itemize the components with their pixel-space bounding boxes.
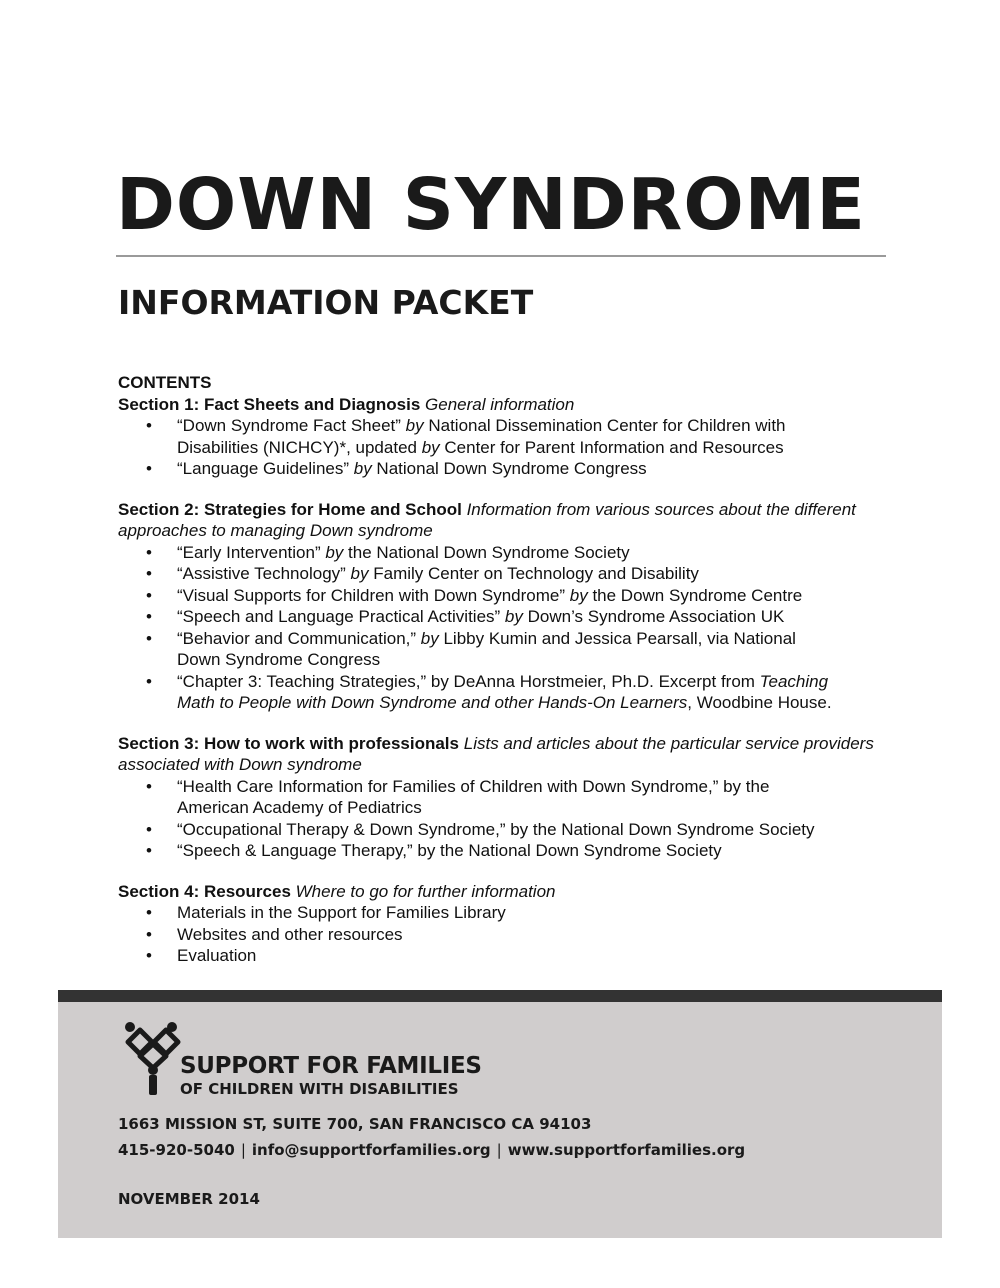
text-segment: by [504,607,523,626]
text-segment: “Down Syndrome Fact Sheet” [177,416,401,435]
section-heading [118,394,898,416]
text-segment: by [353,459,372,478]
section-items [118,776,898,862]
text-segment: by [420,628,439,648]
section-description: Information from various sources about the different approaches to managing Down syndrome [118,499,856,540]
family-figures-logo-icon [118,1020,188,1100]
website-link[interactable]: www.supportforfamilies.org [507,1141,746,1159]
section-items [118,415,898,480]
document-subtitle: INFORMATION PACKET [118,283,534,322]
list-item-line [177,902,898,924]
list-item [118,606,898,628]
list-item [118,840,898,862]
text-segment: Teaching [759,671,829,691]
text-segment: National Down Syndrome Congress [371,459,647,478]
org-name: SUPPORT FOR FAMILIES [180,1053,482,1079]
list-item-line [177,924,898,946]
list-item [118,902,898,924]
text-segment: by [350,564,369,583]
contents-section [118,394,898,480]
list-item [118,563,898,585]
section-description: Lists and articles about the particular service providers associated with Down syndrome [118,733,874,774]
list-item [118,628,898,671]
section-description: General information [425,394,575,414]
text-segment: “Speech and Language Practical Activities” [177,607,505,626]
text-segment: Libby Kumin and Jessica Pearsall, via National [438,628,796,648]
text-segment: Websites and other resources [177,924,403,944]
contents-heading: CONTENTS [118,373,212,392]
text-segment: by [325,542,344,562]
text-segment: by [569,585,588,605]
text-segment: the National Down Syndrome Society [343,542,630,562]
list-item-line [177,415,898,437]
org-address: 1663 MISSION ST, SUITE 700, SAN FRANCISCO CA 94103 [118,1115,592,1133]
list-item [118,542,898,564]
text-segment: “Health Care Information for Families of Children with Down Syndrome,” by the [177,776,770,796]
text-segment: the Down Syndrome Centre [587,585,803,605]
section-description: Where to go for further information [295,881,556,901]
list-item [118,585,898,607]
list-item-line [177,945,898,967]
text-segment: Math to People with Down Syndrome and other Hands-On Learners [177,693,688,712]
section-title: Section 1: Fact Sheets and Diagnosis [118,394,421,414]
separator: | [496,1141,502,1159]
table-of-contents [118,372,898,986]
list-item-line [177,458,898,480]
contents-section [118,733,898,862]
list-item-line [177,563,898,585]
text-segment: “Behavior and Communication,” [177,628,421,648]
text-segment: by [400,416,424,435]
title-divider [116,255,886,257]
text-segment: “Chapter 3: Teaching Strategies,” by DeAnna Horstmeier, Ph.D. Excerpt from [177,671,760,691]
text-segment: “Speech & Language Therapy,” by the National Down Syndrome Society [177,841,722,860]
list-item-line [177,437,898,459]
list-item-line [177,542,898,564]
text-segment: Center for Parent Information and Resources [439,437,784,457]
text-segment: Materials in the Support for Families Library [177,903,506,922]
footer-top-bar [58,990,942,1002]
text-segment: Evaluation [177,946,257,965]
list-item [118,945,898,967]
text-segment: “Early Intervention” [177,542,326,562]
contents-section [118,499,898,714]
list-item [118,924,898,946]
section-title: Section 2: Strategies for Home and School [118,499,462,519]
section-title: Section 3: How to work with professionals [118,733,459,753]
contents-section [118,881,898,967]
section-heading [118,733,898,776]
list-item-line [177,840,898,862]
section-heading [118,881,898,903]
phone-number: 415-920-5040 [118,1141,235,1159]
text-segment: “Language Guidelines” [177,459,354,478]
list-item [118,458,898,480]
text-segment: National Dissemination Center for Children with [423,416,786,435]
text-segment: “Occupational Therapy & Down Syndrome,” by the National Down Syndrome Society [177,819,815,839]
email-link[interactable]: info@supportforfamilies.org [251,1141,491,1159]
separator: | [240,1141,246,1159]
text-segment: Down Syndrome Congress [177,650,381,669]
text-segment: Family Center on Technology and Disability [368,564,699,583]
list-item-line [177,797,898,819]
text-segment: “Visual Supports for Children with Down Syndrome” [177,585,570,605]
publication-date: NOVEMBER 2014 [118,1190,260,1208]
text-segment: Disabilities (NICHCY)*, updated [177,437,422,457]
org-subname: OF CHILDREN WITH DISABILITIES [180,1080,459,1098]
document-title: DOWN SYNDROME [116,163,866,246]
list-item-line [177,776,898,798]
list-item-line [177,628,898,650]
text-segment: Down’s Syndrome Association UK [522,607,785,626]
list-item [118,819,898,841]
text-segment: “Assistive Technology” [177,564,351,583]
list-item [118,415,898,458]
text-segment: by [421,437,440,457]
contact-line [118,1140,745,1160]
section-items [118,542,898,714]
list-item-line [177,606,898,628]
text-segment: , Woodbine House. [687,693,832,712]
list-item-line [177,692,898,714]
list-item [118,671,898,714]
section-heading [118,499,898,542]
list-item [118,776,898,819]
list-item-line [177,585,898,607]
list-item-line [177,819,898,841]
list-item-line [177,649,898,671]
list-item-line [177,671,898,693]
section-items [118,902,898,967]
sections-list [118,394,898,967]
text-segment: American Academy of Pediatrics [177,798,422,817]
section-title: Section 4: Resources [118,881,291,901]
